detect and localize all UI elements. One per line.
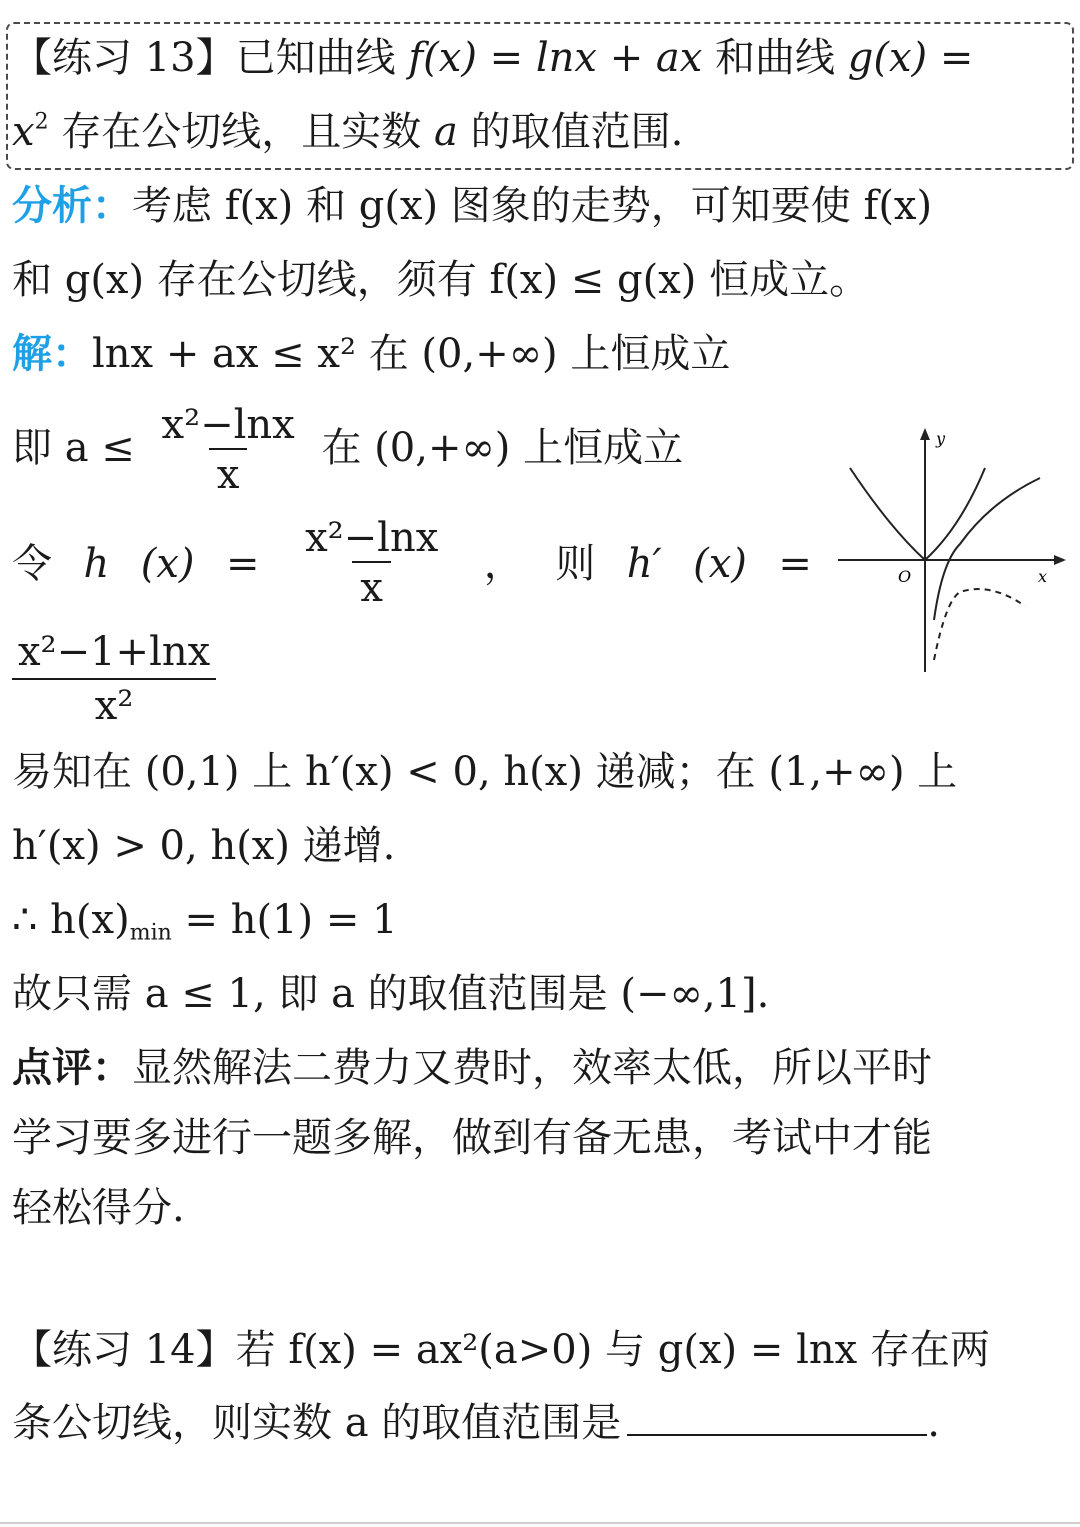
- fraction-h-denominator: x: [209, 448, 248, 500]
- ling-token: ，: [483, 541, 524, 587]
- ling-token: (x): [140, 541, 195, 587]
- monotonic-text-2: h′(x) > 0, h(x) 递增.: [12, 823, 396, 869]
- fraction-h-def-numerator: x²−lnx: [305, 515, 439, 561]
- ling-token: 令: [12, 541, 52, 587]
- ling-token: (x): [693, 541, 747, 587]
- solution-mono-2: [12, 818, 395, 874]
- solution-line-1: [12, 326, 730, 382]
- problem-13-text-4: 的取值范围.: [457, 109, 684, 155]
- ling-token: 则: [555, 541, 596, 587]
- comment-label: 点评：: [12, 1044, 132, 1091]
- solution-min: [12, 892, 398, 948]
- derivative-fraction: [12, 626, 216, 732]
- problem-14-line-1: [12, 1322, 990, 1378]
- problem-13-text-3: 存在公切线，且实数: [48, 109, 434, 155]
- analysis-line-2: [12, 252, 869, 308]
- answer-blank[interactable]: [627, 1394, 927, 1436]
- problem-13-a: a: [434, 109, 458, 155]
- parabola-curve: [850, 468, 985, 560]
- solution-text-1: lnx + ax ≤ x² 在 (0,+∞) 上恒成立: [92, 331, 731, 377]
- y-axis-arrow: [920, 428, 930, 440]
- conclusion-text: 故只需 a ≤ 1, 即 a 的取值范围是 (−∞,1].: [12, 971, 770, 1017]
- problem-13-f-expr: f(x) = lnx + ax: [408, 35, 703, 81]
- solution-label: 解：: [12, 330, 92, 377]
- comment-text-1: 显然解法二费力又费时，效率太低，所以平时: [132, 1045, 932, 1091]
- problem-14-line-2: [12, 1394, 940, 1451]
- problem-13-line-2: [12, 104, 683, 160]
- min-subscript: min: [129, 920, 172, 946]
- ji-suffix: 在 (0,+∞) 上恒成立: [321, 425, 684, 471]
- ling-token: h′: [626, 541, 662, 587]
- function-graph: [830, 420, 1080, 680]
- min-suffix: = h(1) = 1: [171, 897, 398, 943]
- problem-14-text-1: 若 f(x) = ax²(a>0) 与 g(x) = lnx 存在两: [235, 1327, 990, 1373]
- ling-token: =: [778, 541, 812, 587]
- problem-13-x: x: [12, 109, 35, 155]
- comment-text-3: 轻松得分.: [12, 1185, 185, 1231]
- fraction-h: [154, 402, 303, 500]
- problem-13-text-2: 和曲线: [702, 35, 848, 81]
- problem-13-exp: 2: [34, 109, 49, 135]
- problem-13-head: 【练习 13】: [12, 35, 236, 81]
- derivative-numerator: x²−1+lnx: [12, 626, 216, 680]
- problem-14-head: 【练习 14】: [12, 1327, 236, 1373]
- fraction-h-def: [297, 515, 446, 613]
- problem-14-end: .: [927, 1400, 940, 1446]
- analysis-text-2: 和 g(x) 存在公切线，须有 f(x) ≤ g(x) 恒成立。: [12, 257, 870, 303]
- solution-line-ling: [12, 515, 812, 613]
- ling-token: h: [83, 541, 110, 587]
- comment-line-3: [12, 1180, 185, 1236]
- fraction-h-numerator: x²−lnx: [161, 402, 295, 448]
- solution-conclusion: [12, 966, 769, 1022]
- ling-token: =: [226, 541, 260, 587]
- analysis-text-1: 考虑 f(x) 和 g(x) 图象的走势，可知要使 f(x): [132, 183, 933, 229]
- problem-13-line-1: [12, 30, 973, 86]
- monotonic-text-1: 易知在 (0,1) 上 h′(x) < 0, h(x) 递减；在 (1,+∞) 上: [12, 749, 958, 795]
- dashed-curve: [934, 589, 1025, 660]
- analysis-label: 分析：: [12, 182, 132, 229]
- log-curve: [934, 478, 1040, 620]
- problem-13-g-expr: g(x) =: [847, 35, 974, 81]
- comment-text-2: 学习要多进行一题多解，做到有备无患，考试中才能: [12, 1115, 932, 1161]
- y-axis-label: y: [936, 429, 946, 448]
- origin-label: O: [898, 567, 912, 586]
- x-axis-label: x: [1038, 567, 1048, 586]
- derivative-denominator: x²: [94, 683, 134, 729]
- ji-prefix: 即 a ≤: [12, 425, 135, 471]
- solution-mono-1: [12, 744, 957, 800]
- comment-line-1: [12, 1040, 932, 1096]
- problem-13-text-1: 已知曲线: [235, 35, 409, 81]
- min-prefix: ∴ h(x): [12, 897, 130, 943]
- problem-14-text-2: 条公切线，则实数 a 的取值范围是: [12, 1400, 622, 1446]
- solution-line-ji: [12, 400, 683, 500]
- fraction-h-def-denominator: x: [352, 561, 391, 613]
- x-axis-arrow: [1054, 555, 1066, 565]
- comment-line-2: [12, 1110, 932, 1166]
- bottom-divider: [0, 1522, 1080, 1524]
- analysis-line-1: [12, 178, 932, 234]
